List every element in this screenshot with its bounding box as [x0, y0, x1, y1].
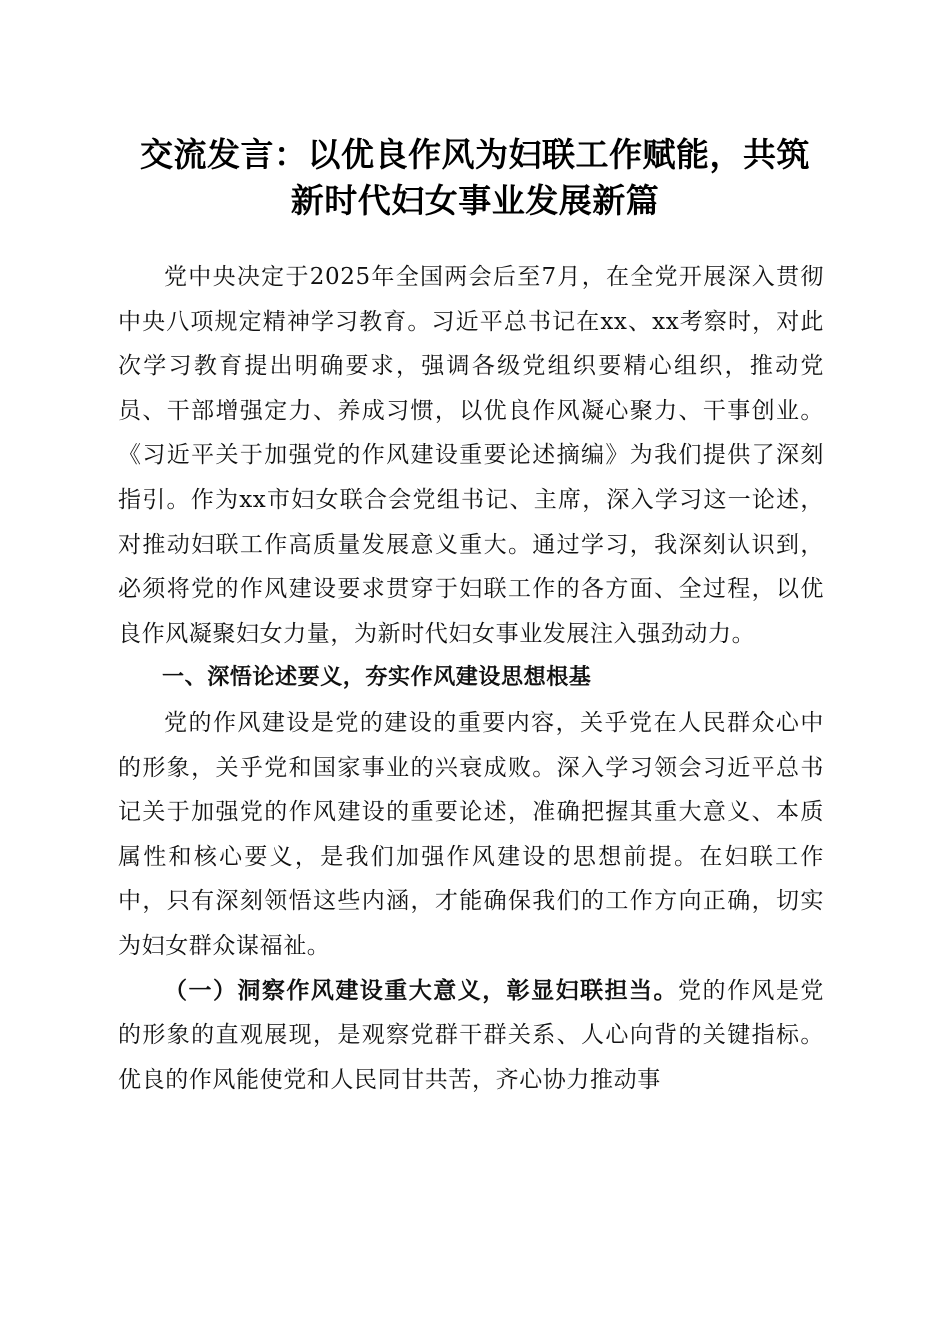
- section-heading-1: 一、深悟论述要义，夯实作风建设思想根基: [162, 665, 592, 691]
- document-title: [110, 132, 840, 224]
- title-line-2: 新时代妇女事业发展新篇: [290, 181, 660, 220]
- paragraph-section-1: 党的作风建设是党的建设的重要内容，关乎党在人民群众心中的形象，关乎党和国家事业的兴衰成败。深入学习领会习近平总书记关于加强党的作风建设的重要论述，准确把握其重大意义、本质属性和核心要义，是我们加强作风建设的思想前提。在妇联工作中，只有深刻领悟这些内涵，才能确保我们的工作方向正确，切实为妇女群众谋福祉。: [118, 709, 824, 959]
- title-line-1: 交流发言：以优良作风为妇联工作赋能，共筑: [140, 135, 810, 174]
- paragraph-intro: 党中央决定于2025年全国两会后至7月，在全党开展深入贯彻中央八项规定精神学习教育。习近平总书记在xx、xx考察时，对此次学习教育提出明确要求，强调各级党组织要精心组织，推动党员、干部增强定力、养成习惯，以优良作风凝心聚力、干事创业。《习近平关于加强党的作风建设重要论述摘编》为我们提供了深刻指引。作为xx市妇女联合会党组书记、主席，深入学习这一论述，对推动妇联工作高质量发展意义重大。通过学习，我深刻认识到，必须将党的作风建设要求贯穿于妇联工作的各方面、全过程，以优良作风凝聚妇女力量，为新时代妇女事业发展注入强劲动力。: [118, 264, 824, 647]
- subsection-text: 党的作风是党的形象的直观展现，是观察党群干群关系、人心向背的关键指标。优良的作风能使党和人民同甘共苦，齐心协力推动事: [118, 977, 824, 1093]
- document-body: [118, 255, 824, 1102]
- subsection-lead: （一）洞察作风建设重大意义，彰显妇联担当。: [164, 976, 678, 1004]
- paragraph-subsection-1: [118, 969, 824, 1103]
